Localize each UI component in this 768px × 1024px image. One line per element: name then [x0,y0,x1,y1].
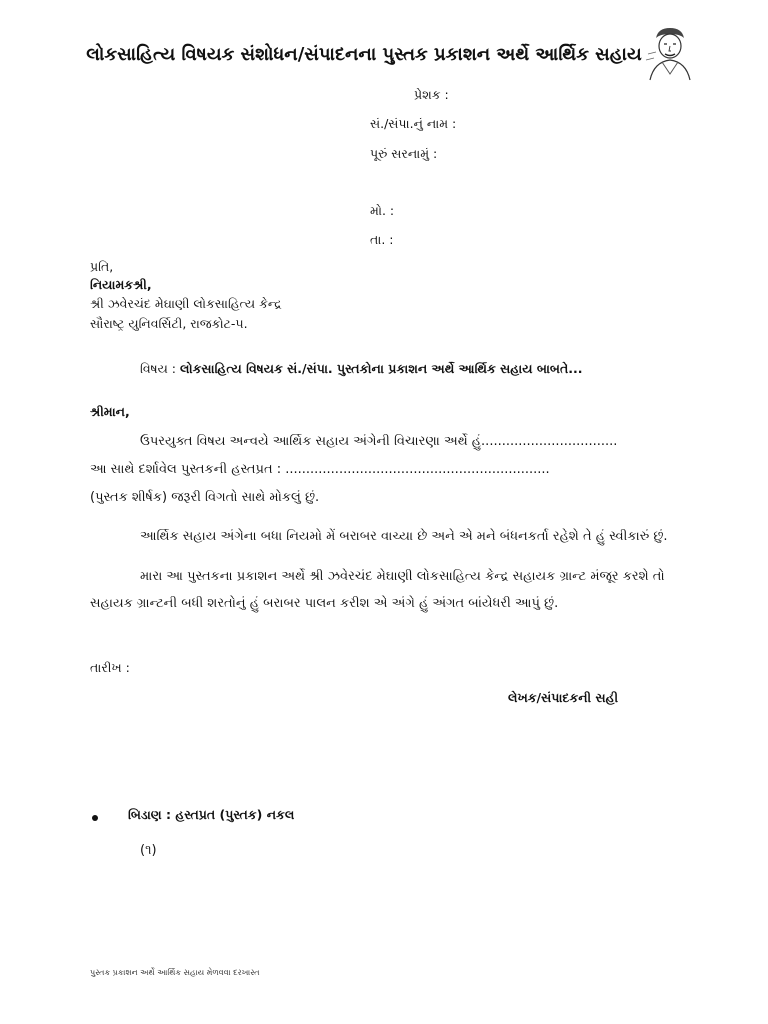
sender-address-label: પૂરું સરનામું : [370,146,438,161]
sender-date-label: તા. : [370,232,394,247]
bullet-icon [92,815,98,821]
page-footer: પુસ્તક પ્રકાશન અર્થે આર્થિક સહાય મેળવવા દરખાસ્ત [90,968,260,977]
recipient-place: સૌરાષ્ટ્ર યુનિવર્સિટી, રાજકોટ-૫. [90,316,248,331]
para3-line2: સહાયક ગ્રાન્ટની બધી શરતોનું હું બરાબર પાલન કરીશ એ અંગે હું અંગત બાંયેધરી આપું છું. [90,596,559,611]
recipient-org: શ્રી ઝવેરચંદ મેઘાણી લોકસાહિત્ય કેન્દ્ર [90,296,282,311]
subject-label: વિષય : [140,361,177,376]
recipient-title: નિયામકશ્રી, [90,277,152,292]
portrait-sketch-icon [644,24,692,82]
sender-mobile-label: મો. : [370,203,395,218]
signature-label: લેખક/સંપાદકની સહી [508,690,619,705]
recipient-prati: પ્રતિ, [90,259,114,274]
subject-text: લોકસાહિત્ય વિષયક સં./સંપા. પુસ્તકોના પ્રકાશન અર્થે આર્થિક સહાય બાબતે... [180,361,583,376]
para2: આર્થિક સહાય અંગેના બધા નિયમો મેં બરાબર વાચ્યા છે અને એ મને બંધનકર્તા રહેશે તે હું સ્વીકારું છું. [140,529,668,544]
sender-name-label: સં./સંપા.નું નામ : [370,116,457,131]
para1-line2: આ સાથે દર્શાવેલ પુસ્તકની હસ્તપ્રત : ................................................................ [90,462,550,477]
sender-prashak-label: પ્રેશક : [414,87,449,102]
para1-line3: (પુસ્તક શીર્ષક) જરૂરી વિગતો સાથે મોકલું છું. [90,490,320,505]
salutation: શ્રીમાન, [90,404,130,419]
date-label: તારીખ : [90,660,130,675]
enclosure-label: બિડાણ : હસ્તપ્રત (પુસ્તક) નકલ [128,807,295,822]
page-title: લોકસાહિત્ય વિષયક સંશોધન/સંપાદનના પુસ્તક પ્રકાશન અર્થે આર્થિક સહાય [86,44,642,65]
para3-line1: મારા આ પુસ્તકના પ્રકાશન અર્થે શ્રી ઝવેરચંદ મેઘાણી લોકસાહિત્ય કેન્દ્ર સહાયક ગ્રાન્ટ મંજૂર કરશે તો [140,569,665,584]
subject-line [140,361,583,377]
enclosure-item: (૧) [140,843,157,858]
para1-line1: ઉપરયુક્ત વિષય અન્વયે આર્થિક સહાય અંગેની વિચારણા અર્થે હું................................. [140,434,618,449]
